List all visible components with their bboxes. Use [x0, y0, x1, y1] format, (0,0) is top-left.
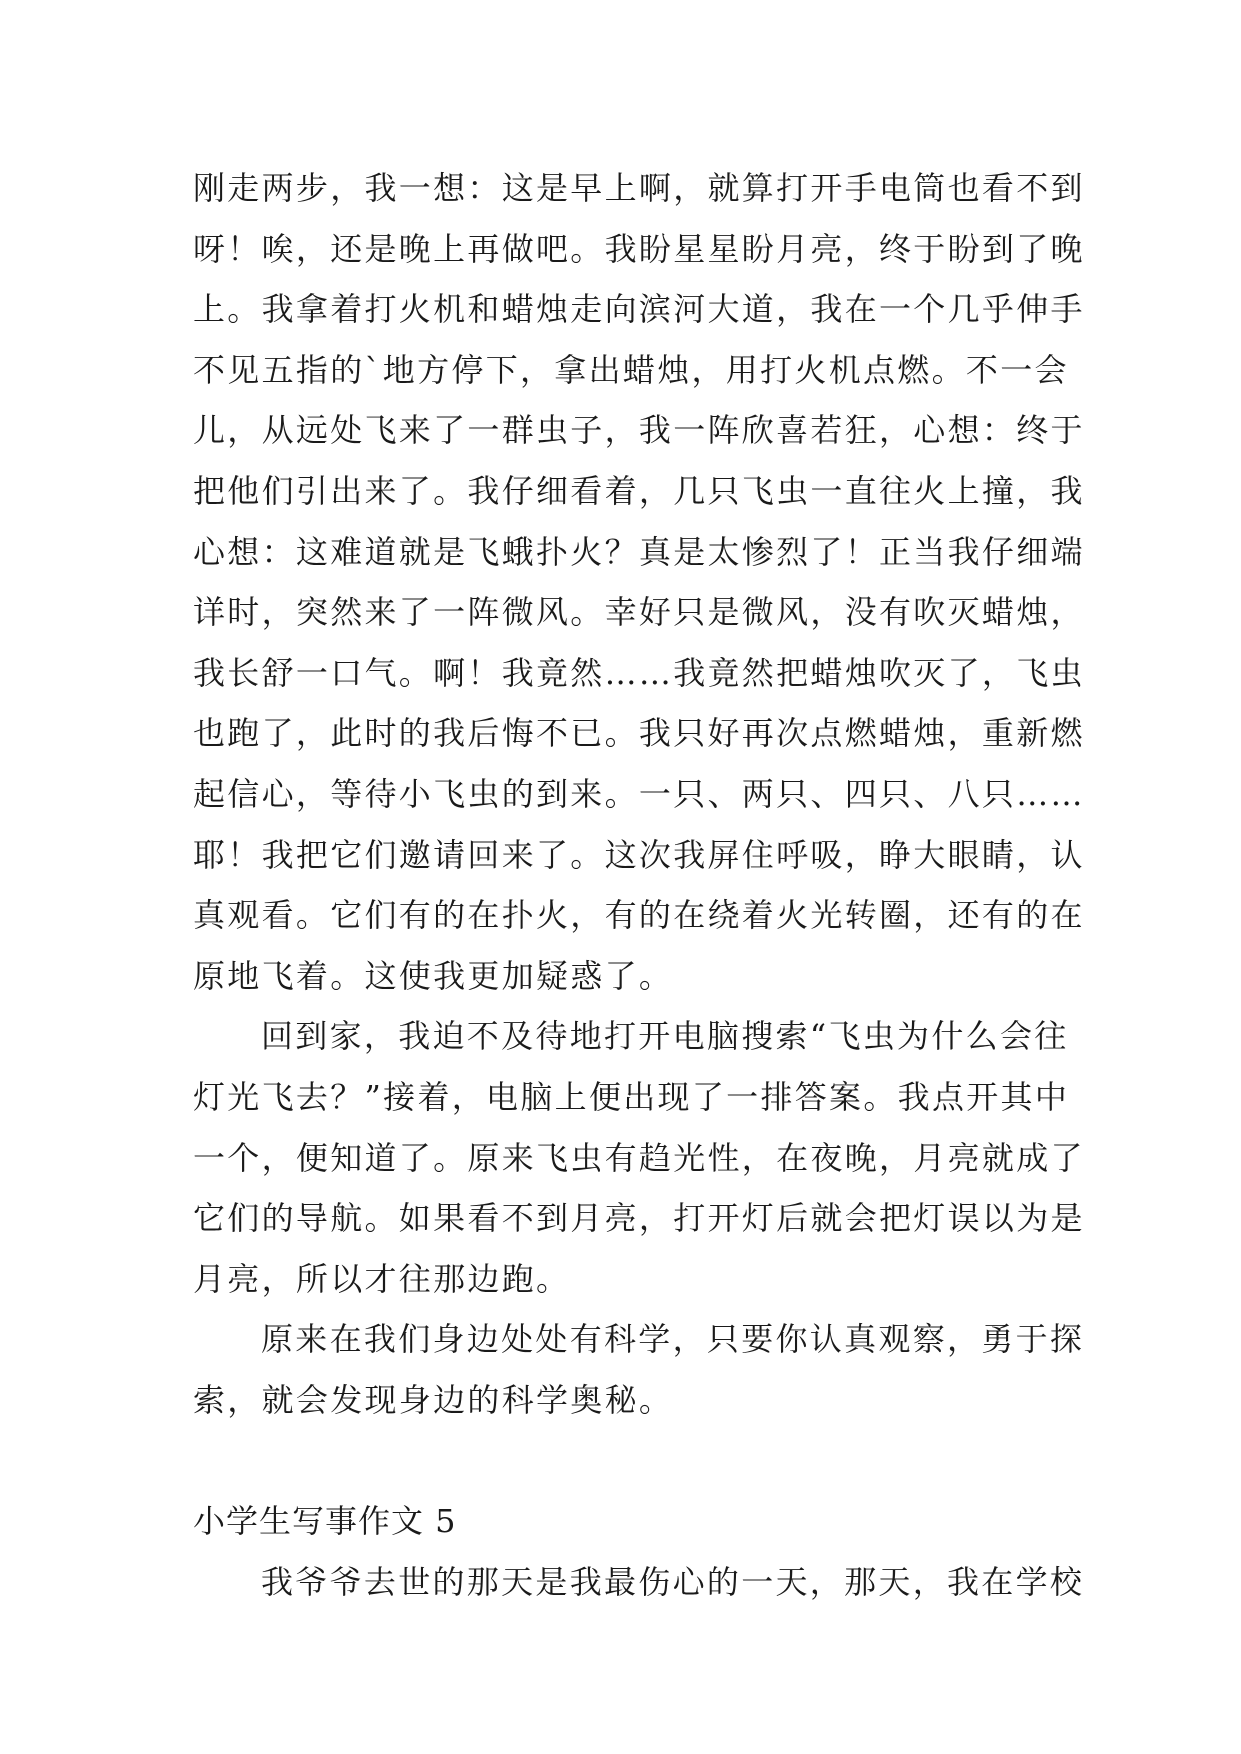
- text-line: 原地飞着。这使我更加疑惑了。: [193, 956, 674, 995]
- text-line: 呀！唉，还是晚上再做吧。我盼星星盼月亮，终于盼到了晚: [193, 229, 1085, 268]
- text-line-indented: 我爷爷去世的那天是我最伤心的一天，那天，我在学校: [261, 1562, 1085, 1601]
- text-line: 一个，便知道了。原来飞虫有趋光性，在夜晚，月亮就成了: [193, 1138, 1085, 1177]
- text-line: 它们的导航。如果看不到月亮，打开灯后就会把灯误以为是: [193, 1199, 1085, 1238]
- text-line: 真观看。它们有的在扑火，有的在绕着火光转圈，还有的在: [193, 896, 1085, 935]
- text-line: 索，就会发现身边的科学奥秘。: [193, 1380, 674, 1419]
- text-line: 不见五指的`地方停下，拿出蜡烛，用打火机点燃。不一会: [193, 350, 1069, 389]
- document-body: [193, 158, 1085, 1612]
- blank-line: [193, 1430, 1073, 1491]
- text-line: 灯光飞去？”接着，电脑上便出现了一排答案。我点开其中: [193, 1077, 1070, 1116]
- text-line-indented: 原来在我们身边处处有科学，只要你认真观察，勇于探: [261, 1320, 1085, 1359]
- text-line: 月亮，所以才往那边跑。: [193, 1259, 571, 1298]
- text-line: 儿，从远处飞来了一群虫子，我一阵欣喜若狂，心想：终于: [193, 411, 1085, 450]
- text-line: 心想：这难道就是飞蛾扑火？真是太惨烈了！正当我仔细端: [193, 532, 1085, 571]
- text-line: 刚走两步，我一想：这是早上啊，就算打开手电筒也看不到: [193, 169, 1085, 207]
- text-line: 我长舒一口气。啊！我竟然……我竟然把蜡烛吹灭了，飞虫: [193, 653, 1085, 692]
- text-line: 详时，突然来了一阵微风。幸好只是微风，没有吹灭蜡烛，: [193, 593, 1085, 632]
- text-line: 上。我拿着打火机和蜡烛走向滨河大道，我在一个几乎伸手: [193, 290, 1085, 329]
- section-title: 小学生写事作文 5: [193, 1502, 457, 1541]
- text-line: 也跑了，此时的我后悔不已。我只好再次点燃蜡烛，重新燃: [193, 714, 1085, 753]
- text-line-indented: 回到家，我迫不及待地打开电脑搜索“飞虫为什么会往: [261, 1017, 1069, 1056]
- text-line: 耶！我把它们邀请回来了。这次我屏住呼吸，睁大眼睛，认: [193, 835, 1085, 874]
- text-line: 起信心，等待小飞虫的到来。一只、两只、四只、八只……: [193, 774, 1085, 813]
- text-line: 把他们引出来了。我仔细看着，几只飞虫一直往火上撞，我: [193, 471, 1085, 510]
